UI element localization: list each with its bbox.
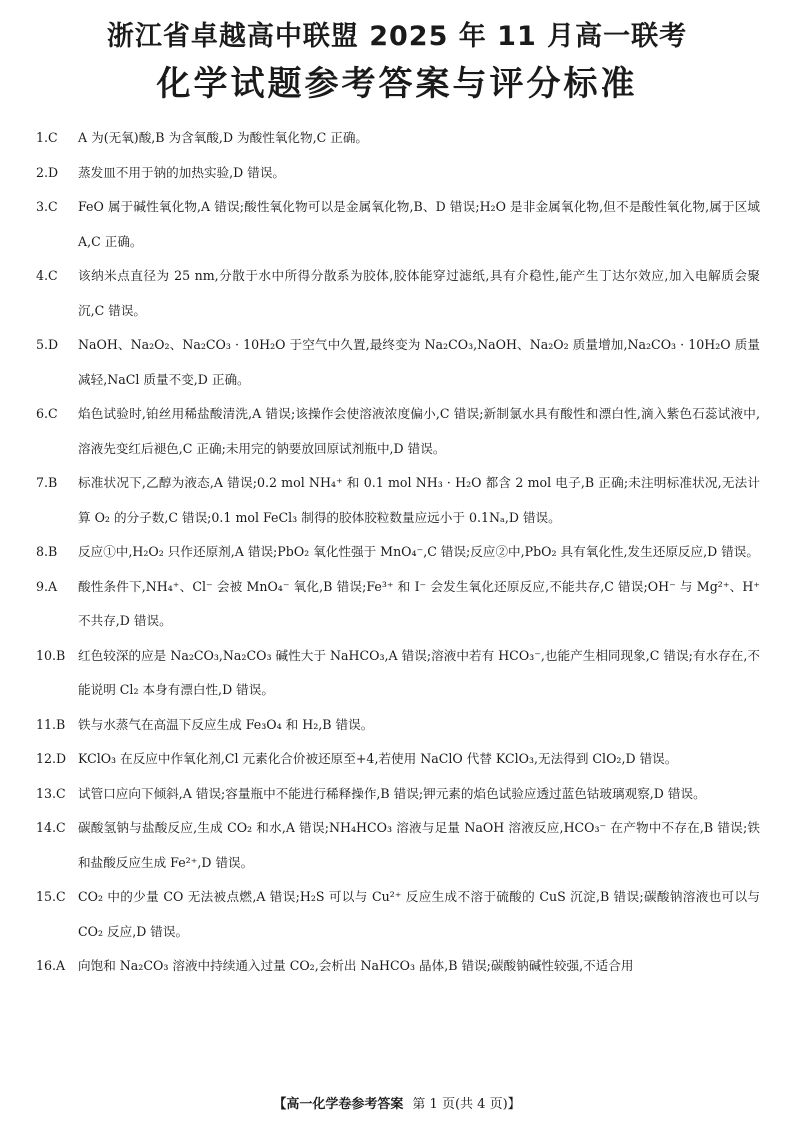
answer-explanation: 该纳米点直径为 25 nm,分散于水中所得分散系为胶体,胶体能穿过滤纸,具有介稳性,能产生丁达尔效应,加入电解质会聚沉,C 错误。	[78, 268, 760, 318]
answer-explanation: 焰色试验时,铂丝用稀盐酸清洗,A 错误;该操作会使溶液浓度偏小,C 错误;新制氯水具有酸性和漂白性,滴入紫色石蕊试液中,溶液先变红后褪色,C 正确;未用完的钠要放回原试剂瓶中,D 错误。	[78, 406, 760, 456]
answer-item	[36, 639, 760, 708]
answer-explanation: 反应①中,H₂O₂ 只作还原剂,A 错误;PbO₂ 氧化性强于 MnO₄⁻,C 错误;反应②中,PbO₂ 具有氧化性,发生还原反应,D 错误。	[78, 544, 759, 559]
answer-explanation: FeO 属于碱性氧化物,A 错误;酸性氧化物可以是金属氧化物,B、D 错误;H₂O 是非金属氧化物,但不是酸性氧化物,属于区域 A,C 正确。	[78, 199, 760, 249]
answer-explanation: 酸性条件下,NH₄⁺、Cl⁻ 会被 MnO₄⁻ 氧化,B 错误;Fe³⁺ 和 I⁻ 会发生氧化还原反应,不能共存,C 错误;OH⁻ 与 Mg²⁺、H⁺ 不共存,D 错误。	[78, 578, 760, 628]
answer-item	[36, 397, 760, 466]
answer-item	[36, 949, 760, 984]
answer-item	[36, 190, 760, 259]
answer-explanation: 试管口应向下倾斜,A 错误;容量瓶中不能进行稀释操作,B 错误;钾元素的焰色试验应透过蓝色钴玻璃观察,D 错误。	[78, 785, 706, 801]
answer-number: 5.D	[36, 337, 59, 352]
footer-label: 【高一化学卷参考答案	[273, 1097, 404, 1112]
answer-item	[36, 259, 760, 328]
answer-number: 12.D	[36, 751, 67, 766]
answer-explanation: 向饱和 Na₂CO₃ 溶液中持续通入过量 CO₂,会析出 NaHCO₃ 晶体,B 错误;碳酸钠碱性较强,不适合用	[78, 958, 634, 973]
answer-explanation: NaOH、Na₂O₂、Na₂CO₃ · 10H₂O 于空气中久置,最终变为 Na₂CO₃,NaOH、Na₂O₂ 质量增加,Na₂CO₃ · 10H₂O 质量减轻,NaCl 质量不变,D 正确。	[78, 337, 760, 387]
answer-number: 11.B	[36, 716, 66, 732]
answer-explanation: 铁与水蒸气在高温下反应生成 Fe₃O₄ 和 H₂,B 错误。	[78, 716, 374, 732]
answer-item	[36, 811, 760, 880]
answer-item	[36, 156, 760, 191]
answer-item	[36, 466, 760, 535]
answer-number: 13.C	[36, 785, 66, 801]
answer-explanation: 碳酸氢钠与盐酸反应,生成 CO₂ 和水,A 错误;NH₄HCO₃ 溶液与足量 NaOH 溶液反应,HCO₃⁻ 在产物中不存在,B 错误;铁和盐酸反应生成 Fe²⁺,D 错误。	[78, 820, 760, 870]
answer-number: 14.C	[36, 820, 66, 835]
exam-title: 浙江省卓越高中联盟 2025 年 11 月高一联考	[106, 21, 688, 52]
answer-key-title: 化学试题参考答案与评分标准	[156, 64, 638, 104]
answer-number: 3.C	[36, 199, 58, 214]
answer-explanation: CO₂ 中的少量 CO 无法被点燃,A 错误;H₂S 可以与 Cu²⁺ 反应生成不溶于硫酸的 CuS 沉淀,B 错误;碳酸钠溶液也可以与 CO₂ 反应,D 错误。	[78, 889, 760, 939]
answer-explanation: 蒸发皿不用于钠的加热实验,D 错误。	[78, 164, 286, 180]
answer-item	[36, 535, 760, 570]
answer-number: 15.C	[36, 889, 66, 904]
answer-item	[36, 708, 760, 743]
footer-page-number: 第 1 页(共 4 页)】	[412, 1097, 521, 1112]
page-footer	[0, 1093, 794, 1112]
answer-number: 1.C	[36, 130, 58, 145]
answer-number: 2.D	[36, 164, 59, 180]
answer-number: 6.C	[36, 406, 58, 421]
answer-number: 8.B	[36, 544, 58, 559]
answer-number: 9.A	[36, 578, 58, 594]
answer-item	[36, 742, 760, 777]
answer-item	[36, 570, 760, 639]
answer-number: 4.C	[36, 268, 58, 283]
answer-explanation: A 为(无氧)酸,B 为含氧酸,D 为酸性氧化物,C 正确。	[78, 130, 369, 145]
answer-number: 7.B	[36, 475, 58, 490]
answer-explanation: 标准状况下,乙醇为液态,A 错误;0.2 mol NH₄⁺ 和 0.1 mol NH₃ · H₂O 都含 2 mol 电子,B 正确;未注明标准状况,无法计算 O₂ 的分子数,C 错误;0.1 mol FeCl₃ 制得的胶体胶粒数量应远小于 0.1Nₐ,D 错误。	[78, 475, 760, 525]
answer-number: 16.A	[36, 958, 66, 973]
answer-list	[36, 121, 760, 984]
answer-number: 10.B	[36, 647, 66, 663]
answer-explanation: KClO₃ 在反应中作氧化剂,Cl 元素化合价被还原至+4,若使用 NaClO 代替 KClO₃,无法得到 ClO₂,D 错误。	[78, 751, 678, 766]
answer-explanation: 红色较深的应是 Na₂CO₃,Na₂CO₃ 碱性大于 NaHCO₃,A 错误;溶液中若有 HCO₃⁻,也能产生相同现象,C 错误;有水存在,不能说明 Cl₂ 本身有漂白性,D 错误。	[78, 647, 760, 697]
answer-item	[36, 880, 760, 949]
answer-item	[36, 121, 760, 156]
answer-item	[36, 328, 760, 397]
answer-item	[36, 777, 760, 812]
